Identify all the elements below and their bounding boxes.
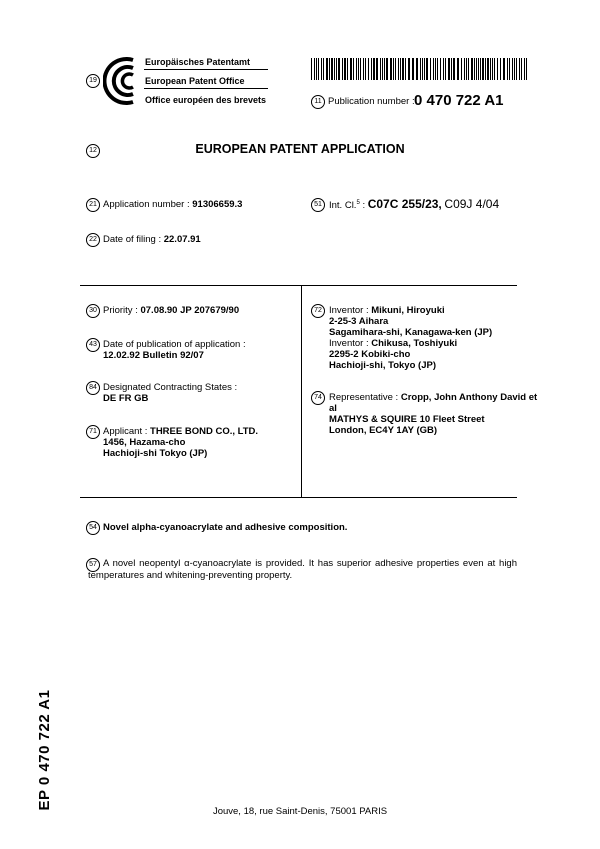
barcode-bar bbox=[521, 58, 522, 80]
barcode-bar bbox=[365, 58, 366, 80]
barcode-bar bbox=[497, 58, 498, 80]
barcode-bar bbox=[466, 58, 467, 80]
office-name-de: Europäisches Patentamt bbox=[145, 57, 251, 67]
barcode-bar bbox=[478, 58, 479, 80]
barcode-bar bbox=[512, 58, 513, 80]
inventor-line: Chikusa, Toshiyuki bbox=[371, 338, 458, 349]
barcode-bar bbox=[405, 58, 406, 80]
priority-value: 07.08.90 JP 207679/90 bbox=[140, 305, 240, 316]
inid-code-57: 57 bbox=[86, 558, 100, 572]
inventor-label: Inventor : bbox=[329, 305, 369, 316]
abstract-line: temperatures and whitening-preventing property. bbox=[88, 570, 293, 581]
barcode-bar bbox=[435, 58, 436, 80]
box-divider bbox=[301, 285, 302, 497]
barcode-bar bbox=[347, 58, 348, 80]
representative-line: London, EC4Y 1AY (GB) bbox=[329, 425, 438, 436]
barcode-bar bbox=[507, 58, 508, 80]
barcode-bar bbox=[487, 58, 489, 80]
barcode-bar bbox=[453, 58, 455, 80]
document-title: EUROPEAN PATENT APPLICATION bbox=[195, 142, 405, 156]
barcode-bar bbox=[457, 58, 459, 80]
barcode-bar bbox=[350, 58, 352, 80]
barcode-bar bbox=[356, 58, 357, 80]
barcode-bar bbox=[476, 58, 477, 80]
barcode-bar bbox=[384, 58, 385, 80]
barcode-bar bbox=[334, 58, 335, 80]
barcode-bar bbox=[326, 58, 328, 80]
barcode-bar bbox=[360, 58, 361, 80]
barcode-bar bbox=[433, 58, 434, 80]
barcode-bar bbox=[342, 58, 343, 80]
abstract-line: A novel neopentyl α-cyanoacrylate is provided. It has superior adhesive properties even at high bbox=[103, 558, 517, 569]
barcode-bar bbox=[373, 58, 375, 80]
barcode-bar bbox=[490, 58, 491, 80]
inid-code-84: 84 bbox=[86, 381, 100, 395]
int-cl-label: Int. Cl. bbox=[329, 200, 357, 212]
barcode-bar bbox=[526, 58, 527, 80]
priority-label: Priority : bbox=[103, 305, 138, 316]
inid-code-72: 72 bbox=[311, 304, 325, 318]
inid-code-21: 21 bbox=[86, 198, 100, 212]
barcode-bar bbox=[376, 58, 378, 80]
header-rule-top bbox=[144, 69, 268, 70]
barcode-icon bbox=[311, 58, 529, 80]
barcode-bar bbox=[353, 58, 354, 80]
inid-code-43: 43 bbox=[86, 338, 100, 352]
barcode-bar bbox=[485, 58, 486, 80]
side-publication-number: EP 0 470 722 A1 bbox=[36, 689, 53, 811]
barcode-bar bbox=[430, 58, 431, 80]
barcode-bar bbox=[516, 58, 517, 80]
publication-date: 12.02.92 Bulletin 92/07 bbox=[103, 350, 204, 361]
invention-title: Novel alpha-cyanoacrylate and adhesive composition. bbox=[103, 522, 348, 533]
inid-code-22: 22 bbox=[86, 233, 100, 247]
inid-code-71: 71 bbox=[86, 425, 100, 439]
inid-code-19: 19 bbox=[86, 74, 100, 88]
applicant-line: Hachioji-shi Tokyo (JP) bbox=[103, 448, 208, 459]
barcode-bar bbox=[395, 58, 396, 80]
inid-code-11: 11 bbox=[311, 95, 325, 109]
barcode-bar bbox=[474, 58, 475, 80]
barcode-bar bbox=[461, 58, 462, 80]
inventor-line: Mikuni, Hiroyuki bbox=[371, 305, 445, 316]
barcode-bar bbox=[468, 58, 469, 80]
barcode-bar bbox=[420, 58, 421, 80]
barcode-bar bbox=[368, 58, 369, 80]
inid-code-12: 12 bbox=[86, 144, 100, 158]
barcode-bar bbox=[358, 58, 359, 80]
applicant-label: Applicant : bbox=[103, 426, 148, 437]
box-rule-bottom bbox=[80, 497, 517, 498]
barcode-bar bbox=[422, 58, 423, 80]
barcode-bar bbox=[393, 58, 394, 80]
inid-code-30: 30 bbox=[86, 304, 100, 318]
inventor-line: Sagamihara-shi, Kanagawa-ken (JP) bbox=[329, 327, 493, 338]
designated-states-label: Designated Contracting States : bbox=[103, 382, 238, 393]
representative-line: al bbox=[329, 403, 337, 414]
barcode-bar bbox=[316, 58, 317, 80]
filing-date: 22.07.91 bbox=[163, 234, 201, 245]
barcode-bar bbox=[424, 58, 425, 80]
barcode-bar bbox=[338, 58, 340, 80]
barcode-bar bbox=[400, 58, 401, 80]
representative-label: Representative : bbox=[329, 392, 399, 403]
barcode-bar bbox=[412, 58, 414, 80]
barcode-bar bbox=[321, 58, 322, 80]
barcode-bar bbox=[390, 58, 392, 80]
barcode-bar bbox=[519, 58, 520, 80]
barcode-bar bbox=[445, 58, 446, 80]
inid-code-54: 54 bbox=[86, 521, 100, 535]
barcode-bar bbox=[398, 58, 399, 80]
barcode-bar bbox=[408, 58, 410, 80]
application-number: 91306659.3 bbox=[192, 199, 243, 210]
barcode-bar bbox=[451, 58, 452, 80]
publication-date-label: Date of publication of application : bbox=[103, 339, 246, 350]
barcode-bar bbox=[514, 58, 515, 80]
barcode-bar bbox=[314, 58, 315, 80]
applicant-line: 1456, Hazama-cho bbox=[103, 437, 186, 448]
barcode-bar bbox=[426, 58, 428, 80]
barcode-bar bbox=[437, 58, 438, 80]
barcode-bar bbox=[371, 58, 372, 80]
printer-footer: Jouve, 18, rue Saint-Denis, 75001 PARIS bbox=[212, 806, 388, 817]
epo-logo-icon bbox=[103, 56, 141, 106]
inventor-line: Hachioji-shi, Tokyo (JP) bbox=[329, 360, 436, 371]
int-cl-extra: C09J 4/04 bbox=[444, 197, 500, 212]
barcode-bar bbox=[494, 58, 495, 80]
publication-number-label: Publication number : bbox=[328, 96, 415, 107]
barcode-bar bbox=[336, 58, 337, 80]
representative-line: Cropp, John Anthony David et bbox=[400, 392, 538, 403]
barcode-bar bbox=[448, 58, 450, 80]
barcode-bar bbox=[380, 58, 381, 80]
inventor-line: 2-25-3 Aihara bbox=[329, 316, 389, 327]
barcode-bar bbox=[443, 58, 444, 80]
inid-code-51: 51 bbox=[311, 198, 325, 212]
barcode-bar bbox=[382, 58, 383, 80]
barcode-bar bbox=[402, 58, 404, 80]
applicant-line: THREE BOND CO., LTD. bbox=[150, 426, 259, 437]
barcode-bar bbox=[503, 58, 505, 80]
barcode-bar bbox=[331, 58, 333, 80]
application-number-label: Application number : bbox=[103, 199, 190, 210]
designated-states: DE FR GB bbox=[103, 393, 149, 404]
barcode-bar bbox=[329, 58, 330, 80]
barcode-bar bbox=[363, 58, 364, 80]
barcode-bar bbox=[416, 58, 418, 80]
barcode-bar bbox=[482, 58, 484, 80]
barcode-bar bbox=[524, 58, 525, 80]
inventor-line: 2295-2 Kobiki-cho bbox=[329, 349, 411, 360]
office-name-en: European Patent Office bbox=[145, 76, 245, 86]
int-cl-separator: : bbox=[362, 200, 366, 212]
barcode-bar bbox=[386, 58, 388, 80]
int-cl-edition: 5 bbox=[356, 200, 360, 206]
office-name-fr: Office européen des brevets bbox=[145, 95, 267, 105]
barcode-bar bbox=[480, 58, 481, 80]
inventor-label: Inventor : bbox=[329, 338, 369, 349]
barcode-bar bbox=[500, 58, 501, 80]
barcode-bar bbox=[323, 58, 324, 80]
barcode-bar bbox=[311, 58, 312, 80]
barcode-bar bbox=[471, 58, 473, 80]
header-rule-bottom bbox=[144, 88, 268, 89]
barcode-bar bbox=[509, 58, 510, 80]
inid-code-74: 74 bbox=[311, 391, 325, 405]
filing-date-label: Date of filing : bbox=[103, 234, 162, 245]
barcode-bar bbox=[492, 58, 493, 80]
barcode-bar bbox=[318, 58, 319, 80]
publication-number: 0 470 722 A1 bbox=[414, 92, 504, 109]
box-rule-top bbox=[80, 285, 517, 286]
barcode-bar bbox=[464, 58, 465, 80]
barcode-bar bbox=[344, 58, 346, 80]
int-cl-main: C07C 255/23, bbox=[367, 197, 442, 212]
barcode-bar bbox=[440, 58, 441, 80]
representative-line: MATHYS & SQUIRE 10 Fleet Street bbox=[329, 414, 485, 425]
